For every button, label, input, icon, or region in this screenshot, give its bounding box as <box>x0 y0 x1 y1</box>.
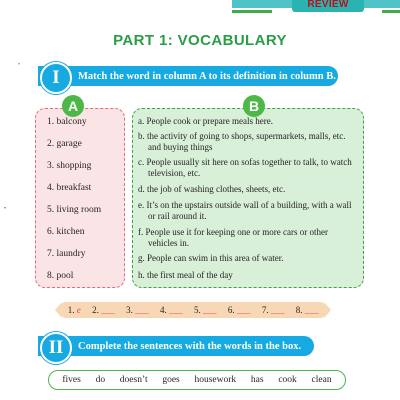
definition-line: a. People cook or prepare meals here. <box>138 116 273 126</box>
stray-mark: • <box>18 62 21 68</box>
answer-item <box>68 305 81 315</box>
answer-blank[interactable]: ___ <box>270 305 285 315</box>
definition-line: e. It’s on the upstairs outside wall of a building, with a wall <box>138 200 352 210</box>
column-b-definition <box>138 200 360 222</box>
answer-blank[interactable]: e <box>76 305 81 315</box>
answer-blank[interactable]: ___ <box>304 305 319 315</box>
column-a-word: 5. living room <box>47 205 102 215</box>
answer-number: 4. <box>160 305 167 315</box>
answer-item <box>194 305 217 315</box>
column-a-word: 1. balcony <box>47 117 87 127</box>
definition-line: b. the activity of going to shops, supermarkets, malls, etc. <box>138 131 346 141</box>
review-label: REVIEW <box>307 0 349 10</box>
definition-line: g. People can swim in this area of water. <box>138 253 284 263</box>
answer-number: 6. <box>227 305 235 315</box>
exercise-2-instruction: Complete the sentences with the words in the box. <box>78 340 302 352</box>
answer-number: 1. <box>67 305 75 315</box>
column-a-word: 6. kitchen <box>47 227 85 237</box>
box-word: doesn’t <box>119 375 148 385</box>
answer-item <box>92 305 115 315</box>
definition-line: c. People usually sit here on sofas together to talk, to watch <box>138 157 352 167</box>
column-b-definition <box>138 227 360 249</box>
answer-number: 3. <box>126 305 133 315</box>
definition-continuation: vehicles in. <box>148 238 189 248</box>
column-b-definition <box>138 270 360 281</box>
answer-item <box>296 305 319 315</box>
box-word: fives <box>62 375 81 385</box>
column-b-definition <box>138 157 360 179</box>
answer-item <box>262 305 285 315</box>
definition-line: d. the job of washing clothes, sheets, etc. <box>138 184 286 194</box>
column-a-box <box>35 108 125 288</box>
exercise-2-instruction-bar <box>38 336 314 356</box>
answer-blank[interactable]: ___ <box>101 305 115 315</box>
column-b-definition <box>138 116 360 127</box>
definition-continuation: or rail around it. <box>148 211 207 221</box>
definition-line: h. the first meal of the day <box>138 270 233 280</box>
box-word: housework <box>194 375 237 385</box>
column-a-word: 2. garage <box>47 139 82 149</box>
answer-item <box>126 305 149 315</box>
box-word: goes <box>162 375 180 385</box>
answer-item <box>228 305 251 315</box>
answer-blank[interactable]: ___ <box>169 305 183 315</box>
definition-continuation: television, etc. <box>148 168 201 178</box>
column-a-label: A <box>62 95 84 117</box>
answer-number: 2. <box>92 305 99 315</box>
exercise-1-number: I <box>40 62 72 94</box>
box-word: cook <box>278 375 297 385</box>
banner-green-line-right <box>382 10 400 13</box>
answer-blank[interactable]: ___ <box>236 305 251 315</box>
definition-continuation: and buying things <box>148 142 213 152</box>
answer-number: 7. <box>261 305 269 315</box>
column-a-word: 7. laundry <box>47 249 86 259</box>
answer-blank[interactable]: ___ <box>135 305 149 315</box>
column-b-definition <box>138 253 360 264</box>
column-b-definition <box>138 131 360 153</box>
answer-list <box>62 302 324 318</box>
banner-green-line <box>232 10 272 13</box>
answer-item <box>160 305 183 315</box>
answer-blank[interactable]: ___ <box>202 305 217 315</box>
column-b-label: B <box>243 95 265 117</box>
review-banner <box>232 0 400 18</box>
column-a-word: 4. breakfast <box>47 183 92 193</box>
answer-number: 5. <box>193 305 201 315</box>
answer-number: 8. <box>295 305 303 315</box>
definition-line: f. People use it for keeping one or more cars or other <box>138 227 328 237</box>
column-a-word: 8. pool <box>47 271 74 281</box>
exercise-1-instruction-bar <box>38 66 338 86</box>
box-word: do <box>95 375 106 385</box>
column-a-word: 3. shopping <box>47 161 92 171</box>
box-word: clean <box>311 375 332 385</box>
box-word: has <box>250 375 264 385</box>
word-box <box>48 370 346 390</box>
exercise-1-instruction: Match the word in column A to its definition in column B. <box>78 70 336 82</box>
column-b-definition <box>138 184 360 195</box>
page-title: PART 1: VOCABULARY <box>113 32 287 49</box>
exercise-2-number: II <box>40 332 72 364</box>
stray-mark: • <box>4 206 7 212</box>
